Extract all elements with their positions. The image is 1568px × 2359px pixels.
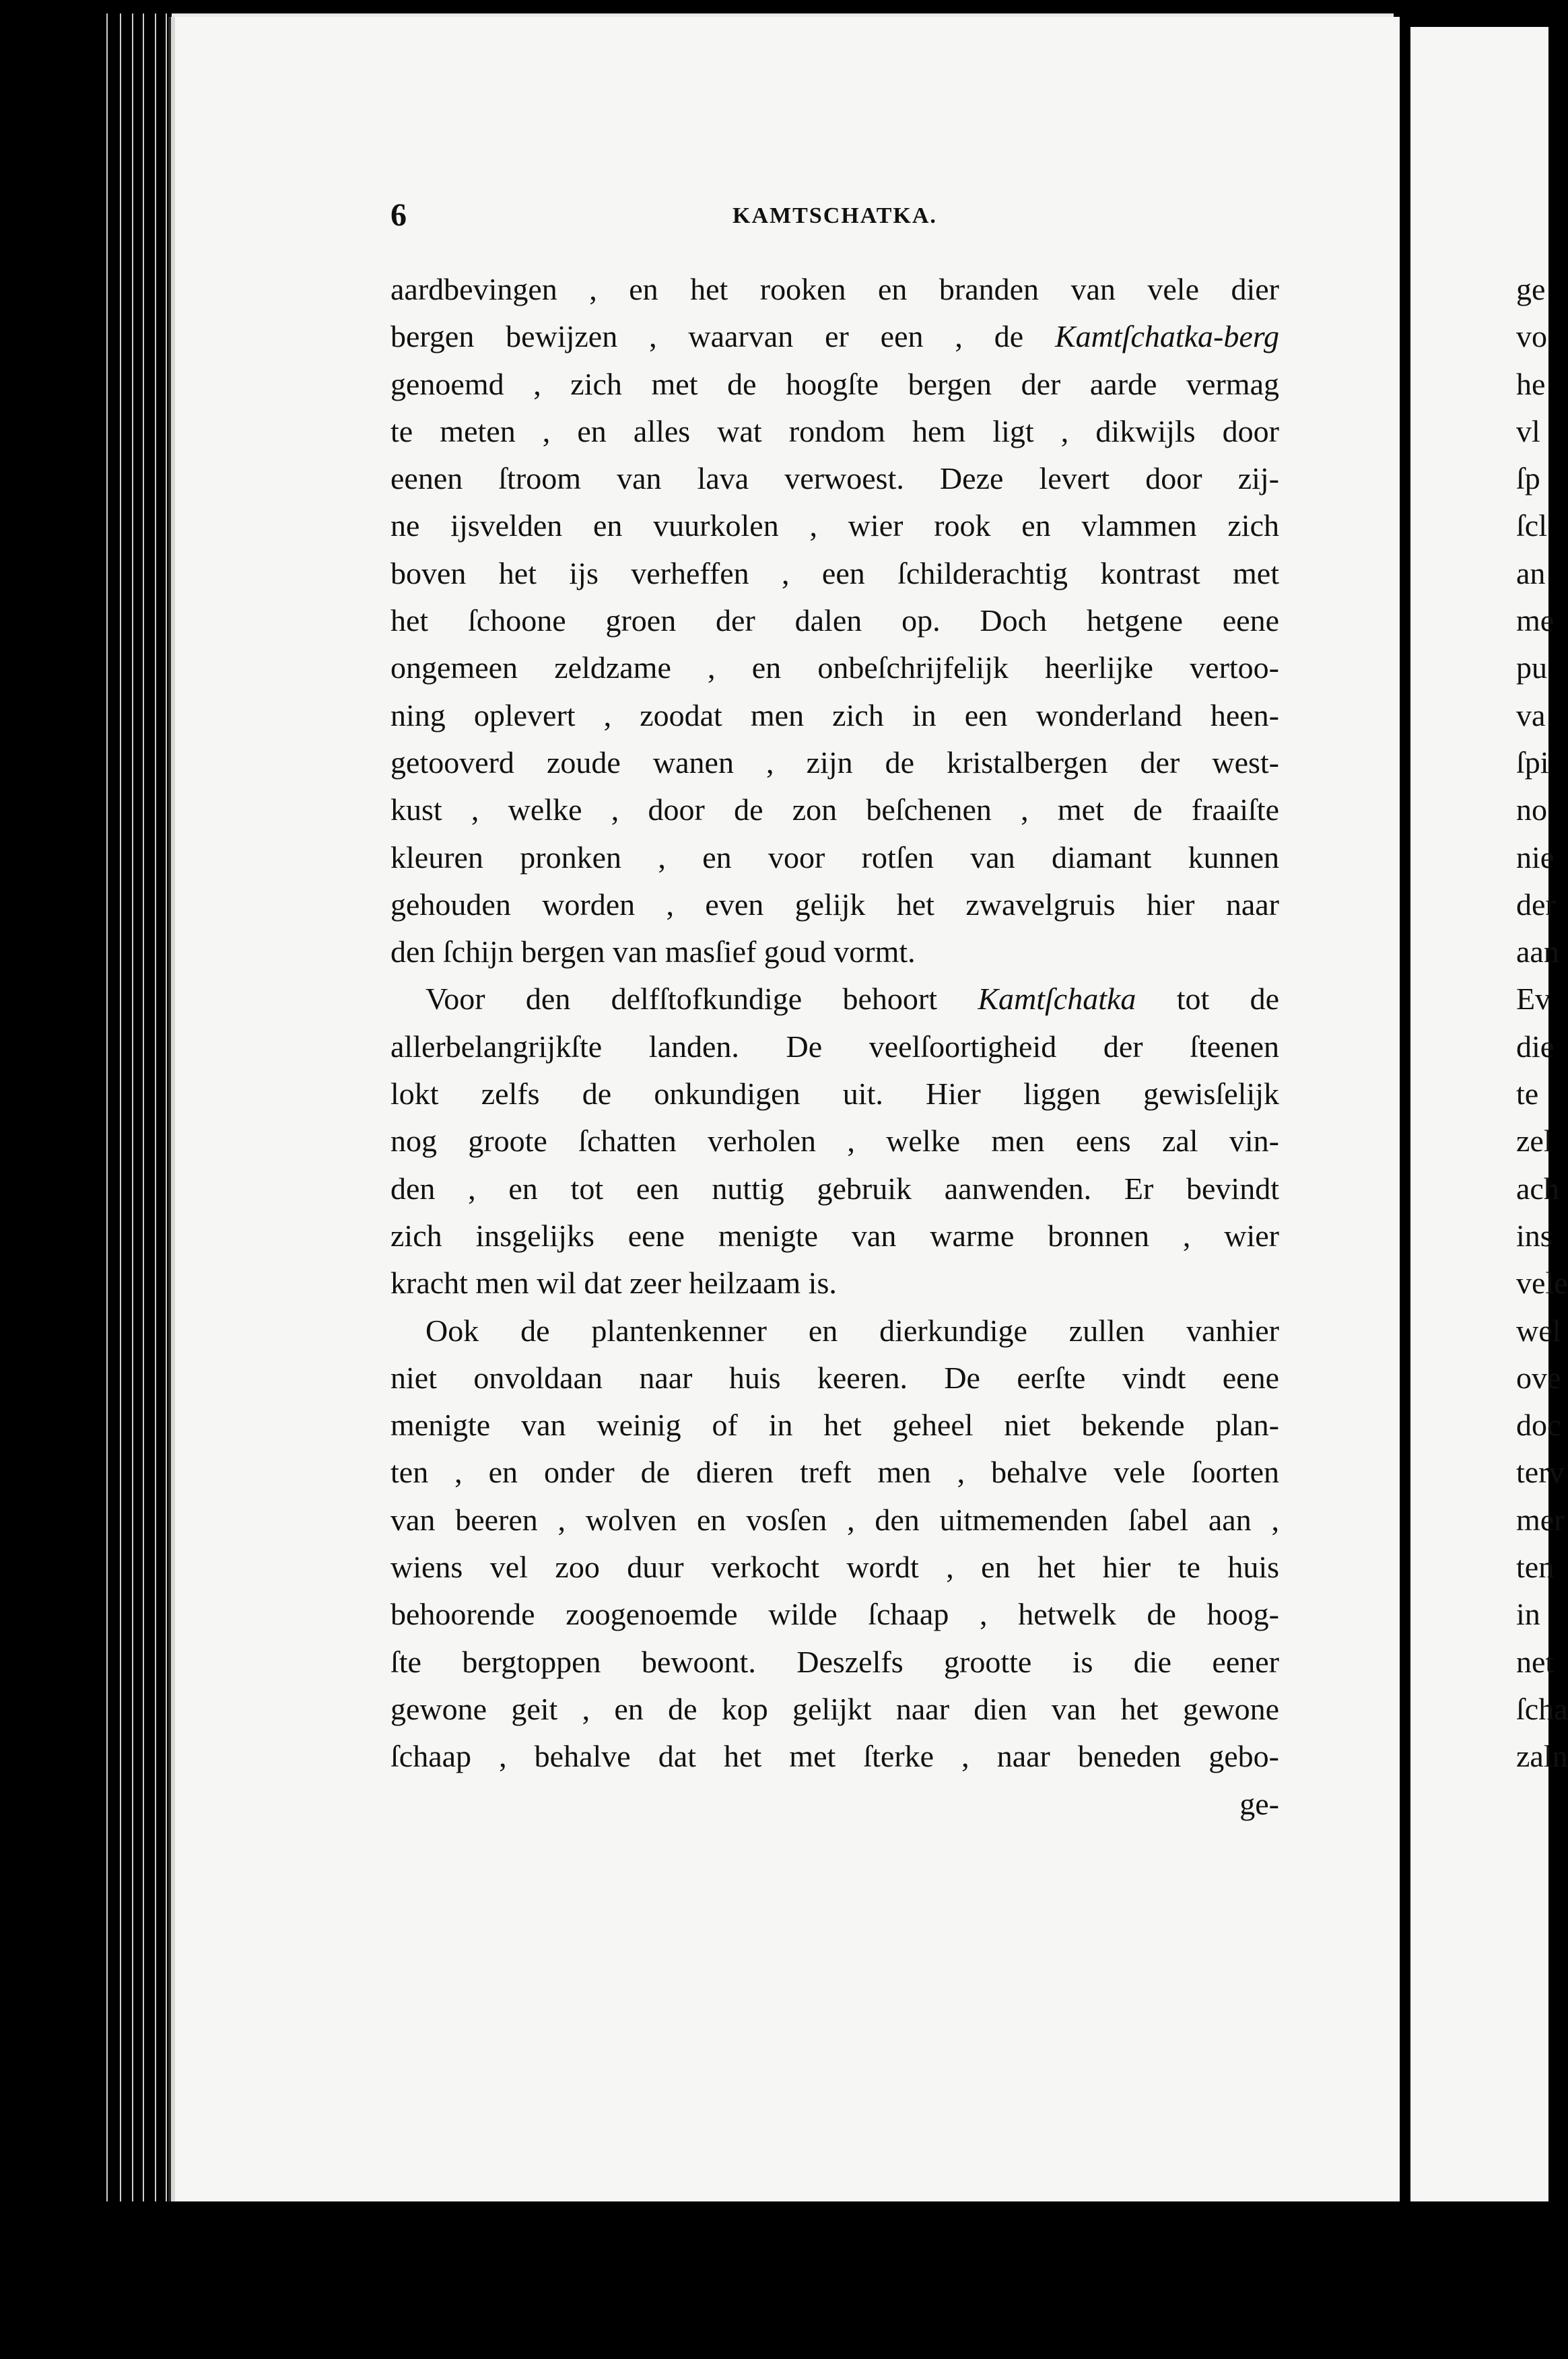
text-line: nog groote ſchatten verholen , welke men eens zal vin- bbox=[390, 1124, 1279, 1159]
right-page-fragment: ach bbox=[1516, 1171, 1559, 1206]
text-line: wiens vel zoo duur verkocht wordt , en het hier te huis bbox=[390, 1550, 1279, 1585]
right-page-fragment: va bbox=[1516, 697, 1546, 732]
text-line: niet onvoldaan naar huis keeren. De eerſte vindt eene bbox=[390, 1360, 1279, 1395]
right-page-fragment: zel bbox=[1516, 1124, 1553, 1159]
body-text bbox=[390, 266, 1279, 1828]
right-page-fragment: die bbox=[1516, 1029, 1555, 1064]
page-number: 6 bbox=[390, 197, 407, 233]
right-page-fragment: ins bbox=[1516, 1218, 1553, 1253]
spine-edge bbox=[101, 13, 175, 2201]
right-page-fragment: doc bbox=[1516, 1408, 1561, 1443]
right-page-fragment: an bbox=[1516, 555, 1546, 590]
right-page-fragment: terv bbox=[1516, 1455, 1565, 1490]
text-line: ongemeen zeldzame , en onbeſchrijfelijk heerlijke vertoo- bbox=[390, 650, 1279, 685]
right-page-fragment: ſcha bbox=[1516, 1691, 1568, 1726]
right-page-fragment: vele bbox=[1516, 1266, 1568, 1301]
text-line: getooverd zoude wanen , zijn de kristalbergen der west- bbox=[390, 745, 1279, 780]
text-line: kracht men wil dat zeer heilzaam is. bbox=[390, 1266, 837, 1301]
right-page-fragment: ſpi bbox=[1516, 745, 1549, 780]
running-head: KAMTSCHATKA. bbox=[732, 203, 937, 228]
right-page-fragment: he bbox=[1516, 366, 1546, 401]
text-line: aardbevingen , en het rooken en branden van vele dier bbox=[390, 272, 1279, 306]
text-line: ſchaap , behalve dat het met ſterke , naar beneden gebo- bbox=[390, 1739, 1279, 1774]
right-page-fragment: net bbox=[1516, 1644, 1555, 1679]
right-page-fragment: ten bbox=[1516, 1550, 1555, 1585]
text-line: boven het ijs verheffen , een ſchilderachtig kontrast met bbox=[390, 555, 1279, 590]
right-page-fragment: wel bbox=[1516, 1313, 1561, 1348]
italic-term: Kamtſchatka-berg bbox=[1054, 319, 1279, 354]
right-page-fragment: nie bbox=[1516, 840, 1555, 875]
right-page-fragment: vo bbox=[1516, 319, 1547, 354]
right-page-fragment: ſp bbox=[1516, 461, 1540, 496]
right-page-fragment: mer bbox=[1516, 1502, 1565, 1537]
right-page-fragment: ſcl bbox=[1516, 508, 1547, 543]
text-line: bergen bewijzen , waarvan er een , de Kamtſchatka-berg bbox=[390, 319, 1279, 354]
text-line: genoemd , zich met de hoogſte bergen der aarde vermag bbox=[390, 366, 1279, 401]
right-page-fragment: me bbox=[1516, 603, 1555, 638]
text-line: menigte van weinig of in het geheel niet bekende plan- bbox=[390, 1408, 1279, 1443]
text-line: den , en tot een nuttig gebruik aanwenden. Er bevindt bbox=[390, 1171, 1279, 1206]
text-line: gehouden worden , even gelijk het zwavelgruis hier naar bbox=[390, 887, 1279, 922]
text-line: ſte bergtoppen bewoont. Deszelfs grootte is die eener bbox=[390, 1644, 1279, 1679]
text-line: zich insgelijks eene menigte van warme bronnen , wier bbox=[390, 1218, 1279, 1253]
text-line: ne ijsvelden en vuurkolen , wier rook en vlammen zich bbox=[390, 508, 1279, 543]
right-page-fragment: Ev bbox=[1516, 982, 1551, 1017]
text-line: het ſchoone groen der dalen op. Doch hetgene eene bbox=[390, 603, 1279, 638]
right-page-fragment: te bbox=[1516, 1076, 1539, 1112]
text-line: allerbelangrijkſte landen. De veelſoortigheid der ſteenen bbox=[390, 1029, 1279, 1064]
right-page-fragment: der bbox=[1516, 887, 1556, 922]
text-line: eenen ſtroom van lava verwoest. Deze levert door zij- bbox=[390, 461, 1279, 496]
italic-term: Kamtſchatka bbox=[978, 982, 1136, 1017]
right-page-text bbox=[1516, 266, 1568, 1781]
right-page-fragment: ove bbox=[1516, 1360, 1561, 1395]
text-line: kust , welke , door de zon beſchenen , met de fraaiſte bbox=[390, 792, 1279, 827]
text-line: lokt zelfs de onkundigen uit. Hier liggen gewisſelijk bbox=[390, 1076, 1279, 1112]
catchword: ge- bbox=[1239, 1786, 1279, 1821]
text-line: Voor den delfſtofkundige behoort Kamtſchatka tot de bbox=[425, 982, 1279, 1017]
text-line: te meten , en alles wat rondom hem ligt , dikwijls door bbox=[390, 413, 1279, 448]
text-line: gewone geit , en de kop gelijkt naar dien van het gewone bbox=[390, 1691, 1279, 1726]
right-page-fragment: no bbox=[1516, 792, 1547, 827]
right-page-fragment: in bbox=[1516, 1597, 1540, 1632]
right-page-fragment: vl bbox=[1516, 413, 1540, 448]
right-page-fragment: zaln bbox=[1516, 1739, 1568, 1774]
page-header bbox=[390, 197, 1279, 237]
text-line: ning oplevert , zoodat men zich in een wonderland heen- bbox=[390, 697, 1279, 732]
text-line: Ook de plantenkenner en dierkundige zullen vanhier bbox=[425, 1313, 1279, 1348]
right-page-fragment: ge bbox=[1516, 272, 1546, 306]
text-line: van beeren , wolven en vosſen , den uitmemenden ſabel aan , bbox=[390, 1502, 1279, 1537]
text-line: ten , en onder de dieren treft men , behalve vele ſoorten bbox=[390, 1455, 1279, 1490]
text-line: kleuren pronken , en voor rotſen van diamant kunnen bbox=[390, 840, 1279, 875]
text-line: behoorende zoogenoemde wilde ſchaap , hetwelk de hoog- bbox=[390, 1597, 1279, 1632]
right-page-fragment: pu bbox=[1516, 650, 1547, 685]
text-line: den ſchijn bergen van masſief goud vormt. bbox=[390, 934, 916, 969]
right-page-fragment: aan bbox=[1516, 934, 1559, 969]
